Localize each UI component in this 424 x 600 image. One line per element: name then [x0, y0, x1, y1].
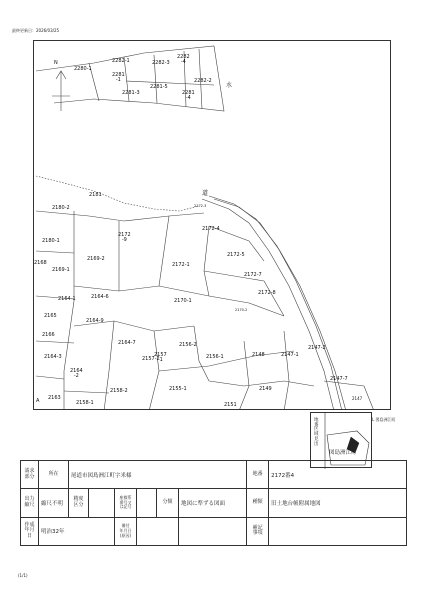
coordinate-header: 座標系 番号又 は記号 — [115, 489, 137, 517]
output-scale-header: 出力 縮尺 — [21, 489, 39, 517]
parcel-label: 2172-8 — [258, 290, 276, 296]
parcel-label: 2157 -1 — [154, 352, 167, 364]
parcel-label: 2158-1 — [76, 400, 94, 406]
parcel-label: 2281 -1 — [112, 72, 125, 84]
request-part-header: 請求 部分 — [21, 461, 39, 489]
parcel-label: 2163 — [48, 395, 61, 401]
scale-value: 縮尺不明 — [39, 489, 69, 517]
created-header: 作成 年月日 — [21, 517, 39, 545]
installed-value — [137, 517, 179, 545]
parcel-label: 2169-2 — [87, 256, 105, 262]
parcel-label: 2164-1 — [58, 296, 76, 302]
parcel-boundary — [324, 381, 374, 410]
corner-note: A — [36, 398, 40, 404]
parcel-label: 2282-2 — [194, 78, 212, 84]
parcel-label: 2181 — [89, 192, 102, 198]
parcel-label: 2158-2 — [110, 388, 128, 394]
parcel-label: 2281-3 — [122, 90, 140, 96]
parcel-label: 2170-1 — [174, 298, 192, 304]
parcel-label: 2180-2 — [52, 205, 70, 211]
parcel-label: 2282-3 — [152, 60, 170, 66]
accuracy-header: 精度 区分 — [69, 489, 89, 517]
info-row-3 — [21, 517, 407, 545]
map-frame — [33, 40, 391, 410]
parcel-value: 2172番4 — [269, 461, 407, 489]
parcel-label: 2172-7 — [244, 272, 262, 278]
inset-place: 図島洲江町 — [329, 450, 357, 456]
kind-header: 種類 — [247, 489, 269, 517]
parcel-boundary — [204, 226, 209, 296]
parcel-label: 2166 — [42, 332, 55, 338]
parcel-boundary — [239, 341, 249, 410]
parcel-header: 地番 — [247, 461, 269, 489]
kind-value: 旧土地台帳附属地図 — [269, 489, 407, 517]
parcel-label: 2172 -9 — [118, 232, 131, 244]
parcel-label: 2164 -2 — [70, 368, 83, 380]
parcel-label: 2180-1 — [42, 238, 60, 244]
parcel-label: 2156-2 — [179, 342, 197, 348]
parcel-label: 2168 — [34, 260, 47, 266]
parcel-boundary — [36, 376, 64, 379]
classification-value: 地図に準ずる図面 — [179, 489, 247, 517]
parcel-label: 2164-6 — [91, 294, 109, 300]
notes-header: 補記 事項 — [247, 517, 269, 545]
parcel-boundary — [64, 391, 109, 393]
parcel-label: 2165 — [44, 313, 57, 319]
parcel-label: 2172-3 — [194, 204, 207, 208]
parcel-boundary — [284, 331, 289, 410]
parcel-boundary — [149, 331, 159, 410]
road-label: 道 — [202, 190, 209, 197]
parcel-label: 2147-2 — [308, 345, 326, 351]
location-value: 尾道市図島洲江町字米様 — [69, 461, 247, 489]
parcel-boundary — [36, 211, 204, 221]
parcel-boundary — [104, 321, 114, 410]
parcel-label: 2149 — [259, 386, 272, 392]
north-label: N — [54, 60, 58, 66]
info-row-2 — [21, 489, 407, 517]
parcel-label: 2156-1 — [206, 354, 224, 360]
parcel-label: 2147-7 — [330, 376, 348, 382]
info-row-1 — [21, 461, 407, 489]
parcel-boundary — [36, 251, 74, 253]
parcel-label: 2155-1 — [169, 386, 187, 392]
parcel-label: 2172-4 — [202, 226, 220, 232]
parcel-label: 2157-2 — [142, 356, 160, 362]
classification-header: 分類 — [157, 489, 179, 517]
info-table — [20, 460, 407, 546]
parcel-label: 2282-1 — [112, 58, 130, 64]
parcel-label: 2172-1 — [172, 262, 190, 268]
parcel-label: 2147 — [352, 396, 363, 401]
parcel-label: 2170-2 — [235, 308, 248, 312]
water-label: 水 — [226, 82, 233, 89]
parcel-label: 2148 — [252, 352, 265, 358]
coordinate-value — [137, 489, 157, 517]
parcel-label: 2280-1 — [74, 66, 92, 72]
parcel-label: 2164-9 — [86, 318, 104, 324]
parcel-label: 2281-5 — [150, 84, 168, 90]
parcel-label: 2169-1 — [52, 267, 70, 273]
parcel-label: 2282 -4 — [177, 54, 190, 66]
notes-value — [269, 517, 407, 545]
accuracy-value — [89, 489, 115, 517]
parcel-label: 2151 — [224, 402, 237, 408]
parcel-boundary — [64, 211, 74, 410]
parcel-boundary — [159, 351, 294, 371]
print-date: 最終更新日：2026/03/25 — [12, 28, 60, 33]
parcel-boundary — [159, 216, 169, 286]
page-number: (1/1) — [18, 573, 28, 578]
installed-header: 備付 年月日 (原因) — [115, 517, 137, 545]
location-header: 所在 — [39, 461, 69, 489]
parcel-label: 2147-1 — [281, 352, 299, 358]
inset-side-label: 地番区域見出 — [314, 418, 319, 447]
parcel-label: 2164-3 — [44, 354, 62, 360]
parcel-label: 2164-7 — [118, 340, 136, 346]
created-value: 明治32年 — [39, 517, 115, 545]
parcel-label: 2172-5 — [227, 252, 245, 258]
road-edge — [214, 199, 346, 410]
blank-cell — [179, 517, 247, 545]
road-edge — [209, 196, 342, 410]
parcel-label: 2281 -4 — [182, 90, 195, 102]
edge-note: L 図島洲江町 — [372, 417, 396, 422]
